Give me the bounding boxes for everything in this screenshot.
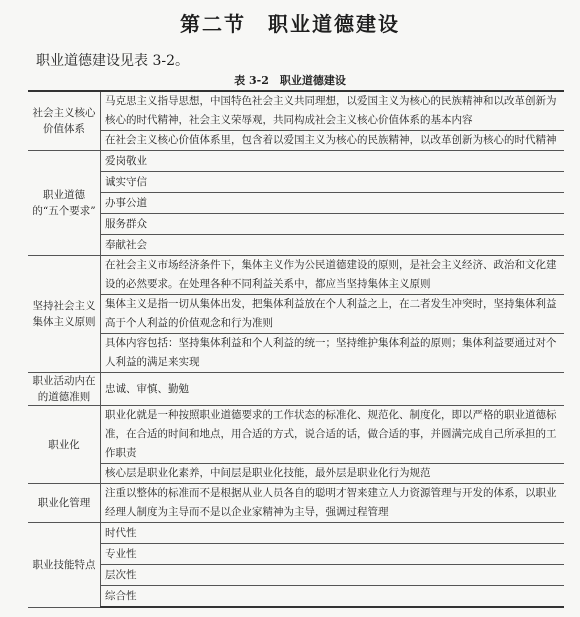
row-item: 时代性 xyxy=(101,523,565,544)
table-row xyxy=(28,256,564,295)
row-item: 注重以整体的标准而不是根据从业人员各自的聪明才智来建立人力资源管理与开发的体系，以职业经理人制度为主导而不是以企业家精神为主导，强调过程管理 xyxy=(101,484,565,523)
row-item: 在社会主义核心价值体系里，包含着以爱国主义为核心的民族精神，以改革创新为核心的时代精神 xyxy=(101,131,565,151)
row-item: 在社会主义市场经济条件下，集体主义作为公民道德建设的原则，是社会主义经济、政治和文化建设的必然要求。在处理各种不同利益关系中，都应当坚持集体主义原则 xyxy=(101,256,565,295)
table-row xyxy=(28,91,564,131)
table-row xyxy=(28,235,564,256)
row-item: 层次性 xyxy=(101,565,565,586)
row-item: 职业化就是一种按照职业道德要求的工作状态的标准化、规范化、制度化，即以严格的职业道德标准，在合适的时间和地点，用合适的方式，说合适的话，做合适的事，并圆满完成自己所承担的工作职责 xyxy=(101,406,565,464)
table-row xyxy=(28,334,564,373)
row-item: 爱岗敬业 xyxy=(101,151,565,172)
row-item: 核心层是职业化素养，中间层是职业化技能，最外层是职业化行为规范 xyxy=(101,464,565,484)
row-category: 社会主义核心价值体系 xyxy=(28,91,101,151)
row-item: 具体内容包括：坚持集体利益和个人利益的统一；坚持维护集体利益的原则；集体利益要通过对个人利益的满足来实现 xyxy=(101,334,565,373)
table-row xyxy=(28,295,564,334)
table-row xyxy=(28,565,564,586)
intro-text: 职业道德建设见表 3-2。 xyxy=(36,53,189,69)
row-item: 诚实守信 xyxy=(101,172,565,193)
row-item: 集体主义是指一切从集体出发，把集体利益放在个人利益之上，在二者发生冲突时，坚持集体利益高于个人利益的价值观念和行为准则 xyxy=(101,295,565,334)
table-row xyxy=(28,193,564,214)
ethics-table xyxy=(28,90,564,608)
table-row xyxy=(28,406,564,464)
row-category: 职业化 xyxy=(28,406,101,484)
row-item: 服务群众 xyxy=(101,214,565,235)
table-row xyxy=(28,131,564,151)
row-item: 奉献社会 xyxy=(101,235,565,256)
row-category: 职业技能特点 xyxy=(28,523,101,608)
row-item: 综合性 xyxy=(101,586,565,608)
table-row xyxy=(28,151,564,172)
row-item: 办事公道 xyxy=(101,193,565,214)
table-row xyxy=(28,484,564,523)
row-category: 职业化管理 xyxy=(28,484,101,523)
row-item: 忠诚、审慎、勤勉 xyxy=(101,373,565,406)
table-row xyxy=(28,523,564,544)
table-row xyxy=(28,544,564,565)
row-item: 马克思主义指导思想，中国特色社会主义共同理想，以爱国主义为核心的民族精神和以改革创新为核心的时代精神，社会主义荣辱观，共同构成社会主义核心价值体系的基本内容 xyxy=(101,91,565,131)
table-caption: 表 3-2 职业道德建设 xyxy=(234,74,346,87)
row-category: 职业道德的“五个要求” xyxy=(28,151,101,256)
row-category: 坚持社会主义集体主义原则 xyxy=(28,256,101,373)
table-row xyxy=(28,464,564,484)
row-category: 职业活动内在的道德准则 xyxy=(28,373,101,406)
table-row xyxy=(28,172,564,193)
section-title: 第二节 职业道德建设 xyxy=(180,12,400,36)
table-row xyxy=(28,214,564,235)
table-row xyxy=(28,586,564,608)
row-item: 专业性 xyxy=(101,544,565,565)
table-row xyxy=(28,373,564,406)
